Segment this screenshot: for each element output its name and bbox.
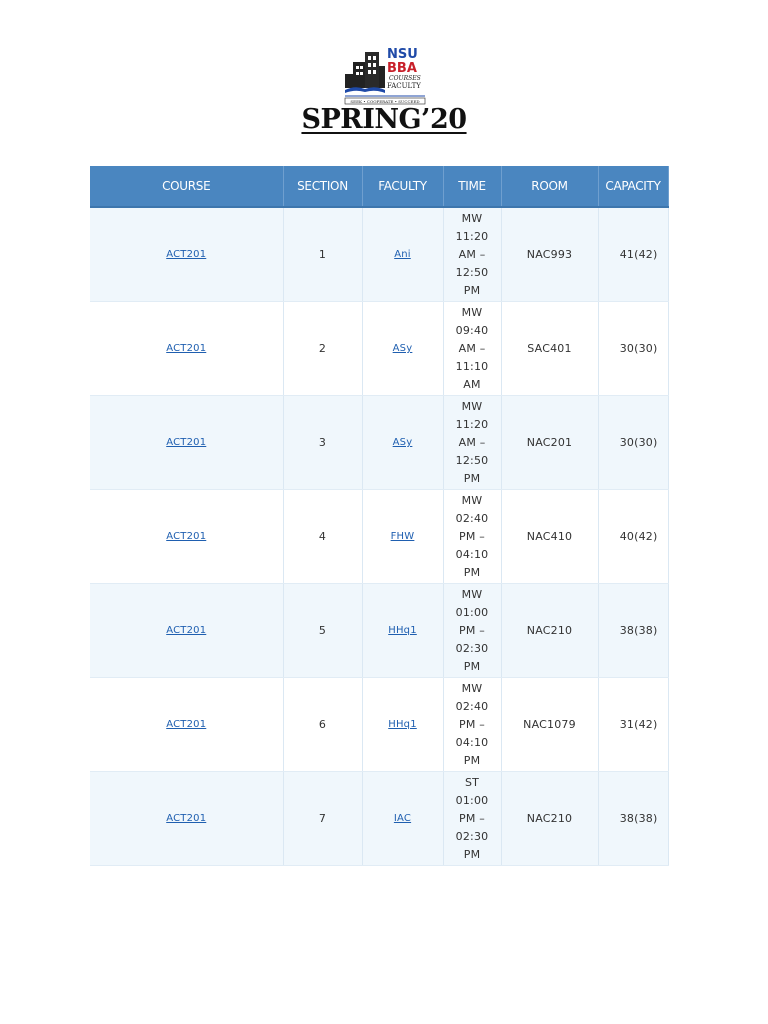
- capacity-cell: 30(30): [598, 396, 668, 490]
- time-line: MW: [461, 305, 483, 319]
- time-line: AM: [463, 377, 481, 391]
- time-line: PM: [463, 659, 481, 673]
- time-line: MW: [461, 493, 483, 507]
- column-header-section: SECTION: [283, 166, 362, 207]
- time-line: MW: [461, 399, 483, 413]
- time-line: MW: [461, 587, 483, 601]
- page-title: SPRING’20: [301, 104, 467, 135]
- faculty-link[interactable]: IAC: [393, 813, 412, 824]
- room-cell: NAC410: [501, 490, 598, 584]
- faculty-cell: [362, 678, 443, 772]
- svg-text:SEEK • COOPERATE • SUCCEED: SEEK • COOPERATE • SUCCEED: [350, 99, 420, 104]
- time-line: 04:10: [455, 735, 489, 749]
- time-line: ST: [464, 775, 480, 789]
- course-cell: [90, 207, 283, 302]
- table-row: [90, 772, 668, 866]
- svg-text:FACULTY: FACULTY: [387, 82, 421, 90]
- course-schedule-table: [90, 166, 669, 866]
- time-line: 02:40: [455, 511, 489, 525]
- faculty-link[interactable]: ASy: [392, 343, 413, 354]
- time-cell: [443, 207, 501, 302]
- course-cell: [90, 396, 283, 490]
- time-line: PM –: [459, 623, 485, 637]
- table-row: [90, 396, 668, 490]
- table-row: [90, 584, 668, 678]
- capacity-cell: 38(38): [598, 584, 668, 678]
- course-cell: [90, 584, 283, 678]
- room-cell: SAC401: [501, 302, 598, 396]
- time-line: 11:20: [455, 417, 489, 431]
- room-cell: NAC210: [501, 772, 598, 866]
- faculty-link[interactable]: FHW: [390, 531, 415, 542]
- course-cell: [90, 490, 283, 584]
- faculty-cell: [362, 207, 443, 302]
- time-line: AM –: [458, 435, 486, 449]
- time-line: 09:40: [455, 323, 489, 337]
- column-header-faculty: FACULTY: [362, 166, 443, 207]
- room-cell: NAC201: [501, 396, 598, 490]
- time-cell: [443, 678, 501, 772]
- time-line: PM –: [459, 529, 485, 543]
- capacity-cell: 31(42): [598, 678, 668, 772]
- column-header-capacity: CAPACITY: [598, 166, 668, 207]
- time-line: 02:30: [455, 829, 489, 843]
- capacity-cell: 41(42): [598, 207, 668, 302]
- time-line: 02:40: [455, 699, 489, 713]
- svg-text:BBA: BBA: [387, 61, 417, 76]
- time-line: 02:30: [455, 641, 489, 655]
- time-line: PM –: [459, 717, 485, 731]
- time-line: PM: [463, 753, 481, 767]
- faculty-cell: [362, 302, 443, 396]
- section-cell: 5: [283, 584, 362, 678]
- time-line: 11:10: [455, 359, 489, 373]
- course-cell: [90, 302, 283, 396]
- section-cell: 3: [283, 396, 362, 490]
- building-logo-icon: [343, 44, 427, 106]
- time-cell: [443, 772, 501, 866]
- faculty-cell: [362, 396, 443, 490]
- time-line: MW: [461, 681, 483, 695]
- section-cell: 2: [283, 302, 362, 396]
- faculty-link[interactable]: HHq1: [388, 625, 417, 636]
- faculty-link[interactable]: ASy: [392, 437, 413, 448]
- course-link[interactable]: ACT201: [166, 249, 207, 260]
- time-cell: [443, 584, 501, 678]
- time-cell: [443, 490, 501, 584]
- capacity-cell: 40(42): [598, 490, 668, 584]
- course-link[interactable]: ACT201: [166, 437, 207, 448]
- time-line: 11:20: [455, 229, 489, 243]
- course-link[interactable]: ACT201: [166, 343, 207, 354]
- section-cell: 4: [283, 490, 362, 584]
- time-line: MW: [461, 211, 483, 225]
- section-cell: 7: [283, 772, 362, 866]
- time-cell: [443, 302, 501, 396]
- svg-text:NSU: NSU: [387, 47, 418, 62]
- faculty-link[interactable]: HHq1: [388, 719, 417, 730]
- time-line: PM: [463, 847, 481, 861]
- time-line: 12:50: [455, 453, 489, 467]
- table-row: [90, 302, 668, 396]
- room-cell: NAC1079: [501, 678, 598, 772]
- course-link[interactable]: ACT201: [166, 625, 207, 636]
- time-line: 01:00: [455, 605, 489, 619]
- table-row: [90, 678, 668, 772]
- course-cell: [90, 772, 283, 866]
- time-line: PM: [463, 471, 481, 485]
- nsu-bba-logo: [343, 44, 427, 106]
- time-line: PM –: [459, 811, 485, 825]
- column-header-course: COURSE: [90, 166, 283, 207]
- time-line: AM –: [458, 247, 486, 261]
- faculty-cell: [362, 584, 443, 678]
- column-header-room: ROOM: [501, 166, 598, 207]
- time-line: AM –: [458, 341, 486, 355]
- time-line: 04:10: [455, 547, 489, 561]
- capacity-cell: 30(30): [598, 302, 668, 396]
- table-row: [90, 490, 668, 584]
- column-header-time: TIME: [443, 166, 501, 207]
- course-link[interactable]: ACT201: [166, 719, 207, 730]
- svg-text:COURSES: COURSES: [389, 75, 421, 82]
- faculty-link[interactable]: Ani: [394, 249, 411, 260]
- section-cell: 6: [283, 678, 362, 772]
- course-cell: [90, 678, 283, 772]
- room-cell: NAC210: [501, 584, 598, 678]
- time-line: 12:50: [455, 265, 489, 279]
- course-link[interactable]: ACT201: [166, 813, 207, 824]
- time-line: 01:00: [455, 793, 489, 807]
- faculty-cell: [362, 772, 443, 866]
- table-row: [90, 207, 668, 302]
- time-line: PM: [463, 565, 481, 579]
- table-header-row: [90, 166, 668, 207]
- time-cell: [443, 396, 501, 490]
- room-cell: NAC993: [501, 207, 598, 302]
- time-line: PM: [463, 283, 481, 297]
- faculty-cell: [362, 490, 443, 584]
- course-link[interactable]: ACT201: [166, 531, 207, 542]
- capacity-cell: 38(38): [598, 772, 668, 866]
- section-cell: 1: [283, 207, 362, 302]
